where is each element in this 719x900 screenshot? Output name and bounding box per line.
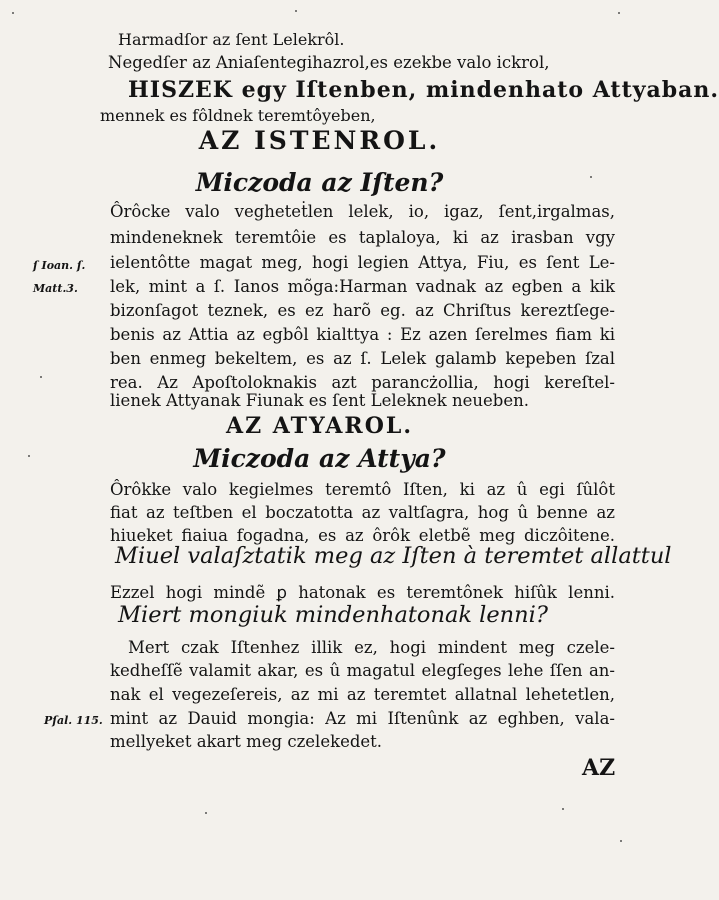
- paper-speck: [618, 12, 620, 14]
- text-line: mellyeket akart meg czelekedet.: [110, 732, 383, 751]
- text-line: benis az Attia az egbôl kialttya : Ez azen ſerelmes fiam ki: [110, 325, 615, 344]
- paper-speck: [562, 808, 564, 810]
- question-heading-1: Miczoda az Iſten?: [195, 168, 444, 197]
- paper-speck: [40, 376, 42, 378]
- text-line: kedheſſẽ valamit akar, es û magatul elegſeges lehe ſſen an-: [110, 661, 615, 680]
- section-title-istenrol: AZ ISTENROL.: [198, 126, 441, 155]
- paper-speck: [28, 455, 30, 457]
- paper-speck: [205, 812, 207, 814]
- question-heading-3: Miuel valaſztatik meg az Iſten à teremtet allattul: [115, 543, 672, 569]
- text-line: lek, mint a ſ. Ianos mõga:Harman vadnak az egben a kik: [110, 277, 615, 296]
- question-heading-4: Miert mongiuk mindenhatonak lenni?: [118, 602, 548, 628]
- text-line: mindeneknek teremtôie es taplaloya, ki az irasban vgy: [110, 228, 615, 247]
- margin-note-psal: Pſal. 115.: [44, 714, 103, 727]
- text-line: hiueket fiaiua fogadna, es az ôrôk eletbẽ meg diczôitene.: [110, 526, 615, 545]
- text-line: rea. Az Apoſtoloknakis azt parancżollia, hogi kereſtel-: [110, 373, 615, 392]
- text-line: fiat az teſtben el boczatotta az valtſagra, hog û benne az: [110, 503, 615, 522]
- text-line: ielentôtte magat meg, hogi legien Attya, Fiu, es ſent Le-: [110, 253, 615, 272]
- text-line: bizonſagot teznek, es ez harõ eg. az Chriſtus kereztſege-: [110, 301, 615, 320]
- paper-speck: [590, 176, 592, 178]
- section-title-atyarol: AZ ATYAROL.: [226, 413, 413, 439]
- text-line: lienek Attyanak Fiunak es ſent Leleknek neueben.: [110, 391, 529, 410]
- text-line: Ôrôkke valo kegielmes teremtô Iſten, ki az û egi ſûlôt: [110, 480, 615, 499]
- text-line: Mert czak Iſtenhez illik ez, hogi mindent meg czele-: [128, 638, 615, 657]
- margin-note-ioan: ſ Ioan. ſ.: [33, 259, 86, 272]
- header-line-4: mennek es fôldnek teremtôyeben,: [100, 106, 376, 125]
- creed-heading: HISZEK egy Iſtenben, mindenhato Attyaban.: [128, 77, 719, 103]
- question-heading-2: Miczoda az Attya?: [193, 444, 446, 473]
- paper-speck: [12, 12, 14, 14]
- text-line: mint az Dauid mongia: Az mi Iſtenûnk az eghben, vala-: [110, 709, 615, 728]
- paper-speck: [295, 10, 297, 12]
- header-line-2: Negedſer az Aniaſentegihazrol,es ezekbe valo ickrol,: [108, 53, 550, 72]
- text-line: nak el vegezeſereis, az mi az teremtet allatnal lehetetlen,: [110, 685, 615, 704]
- text-line: ben enmeg bekeltem, es az ſ. Lelek galamb kepeben ſzal: [110, 349, 615, 368]
- paper-speck: [620, 840, 622, 842]
- paragraph-3: Ezzel hogi mindẽ ꝑ hatonak es teremtônek hiſûk lenni.: [110, 583, 615, 602]
- catchword: AZ: [582, 755, 616, 781]
- header-line-1: Harmadſor az ſent Lelekrôl.: [118, 30, 345, 49]
- text-line: Ôrôcke valo vegheteṫlen lelek, io, igaz, ſent,irgalmas,: [110, 202, 615, 221]
- margin-note-matt: Matt.3.: [33, 282, 78, 295]
